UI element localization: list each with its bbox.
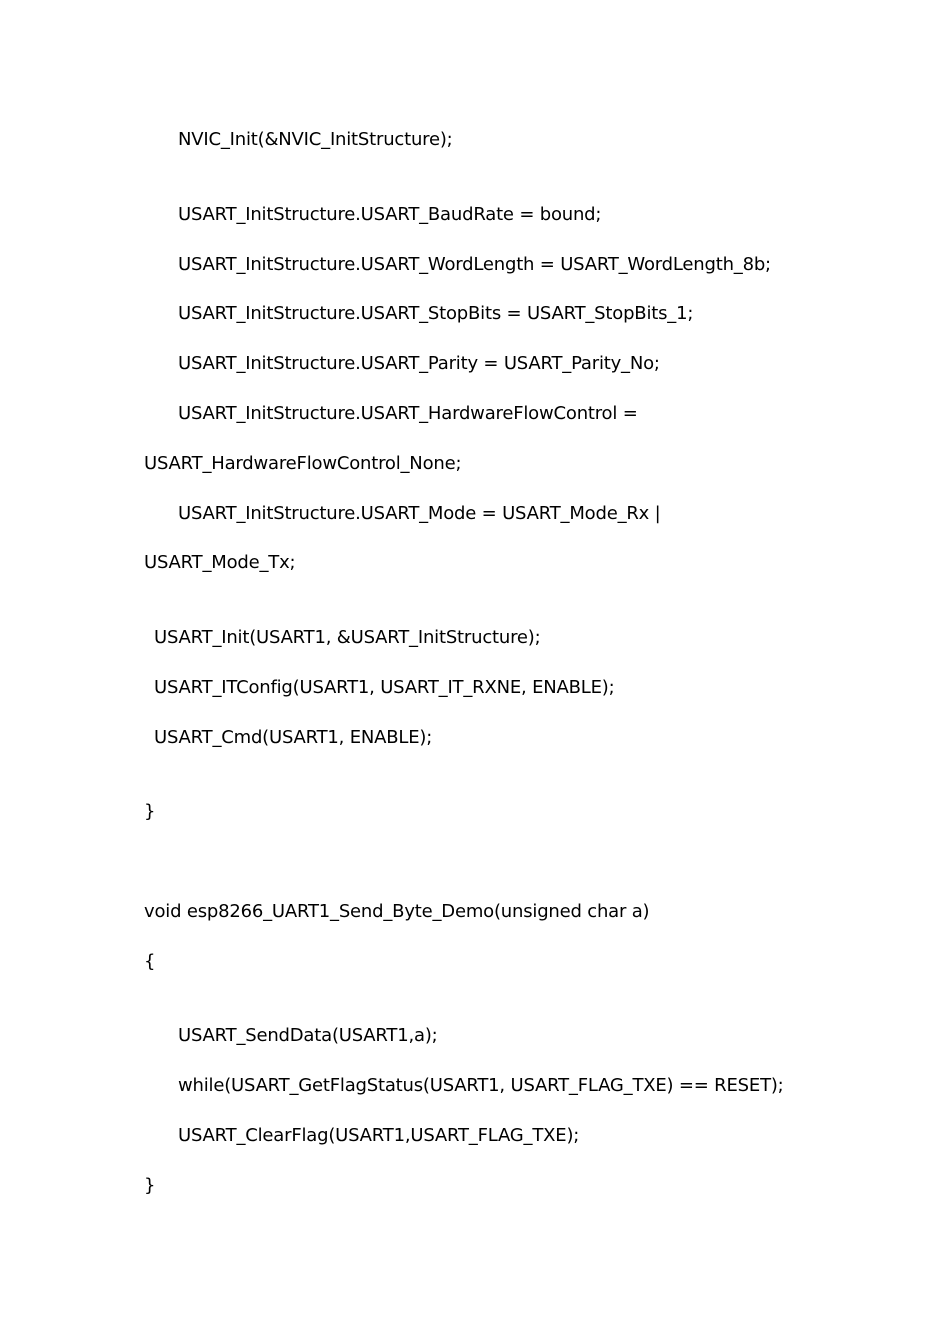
code-line: } [144,1175,156,1196]
code-line: USART_HardwareFlowControl_None; [144,453,462,474]
code-line: USART_Cmd(USART1, ENABLE); [154,727,433,748]
code-line: USART_ClearFlag(USART1,USART_FLAG_TXE); [178,1125,580,1146]
code-line: USART_InitStructure.USART_StopBits = USART_StopBits_1; [178,303,694,324]
code-line: USART_InitStructure.USART_WordLength = USART_WordLength_8b; [178,254,771,275]
code-line: USART_InitStructure.USART_HardwareFlowControl = [178,403,638,424]
code-line: while(USART_GetFlagStatus(USART1, USART_FLAG_TXE) == RESET); [178,1075,784,1096]
code-line: USART_InitStructure.USART_Parity = USART_Parity_No; [178,353,660,374]
code-line: void esp8266_UART1_Send_Byte_Demo(unsigned char a) [144,901,650,922]
code-line: USART_InitStructure.USART_Mode = USART_Mode_Rx | [178,503,661,524]
code-line: USART_SendData(USART1,a); [178,1025,438,1046]
code-line: } [144,801,156,822]
code-line: { [144,951,156,972]
code-line: NVIC_Init(&NVIC_InitStructure); [178,129,453,150]
code-line: USART_Init(USART1, &USART_InitStructure); [154,627,541,648]
code-line: USART_Mode_Tx; [144,552,296,573]
code-line: USART_InitStructure.USART_BaudRate = bound; [178,204,602,225]
code-line: USART_ITConfig(USART1, USART_IT_RXNE, ENABLE); [154,677,615,698]
